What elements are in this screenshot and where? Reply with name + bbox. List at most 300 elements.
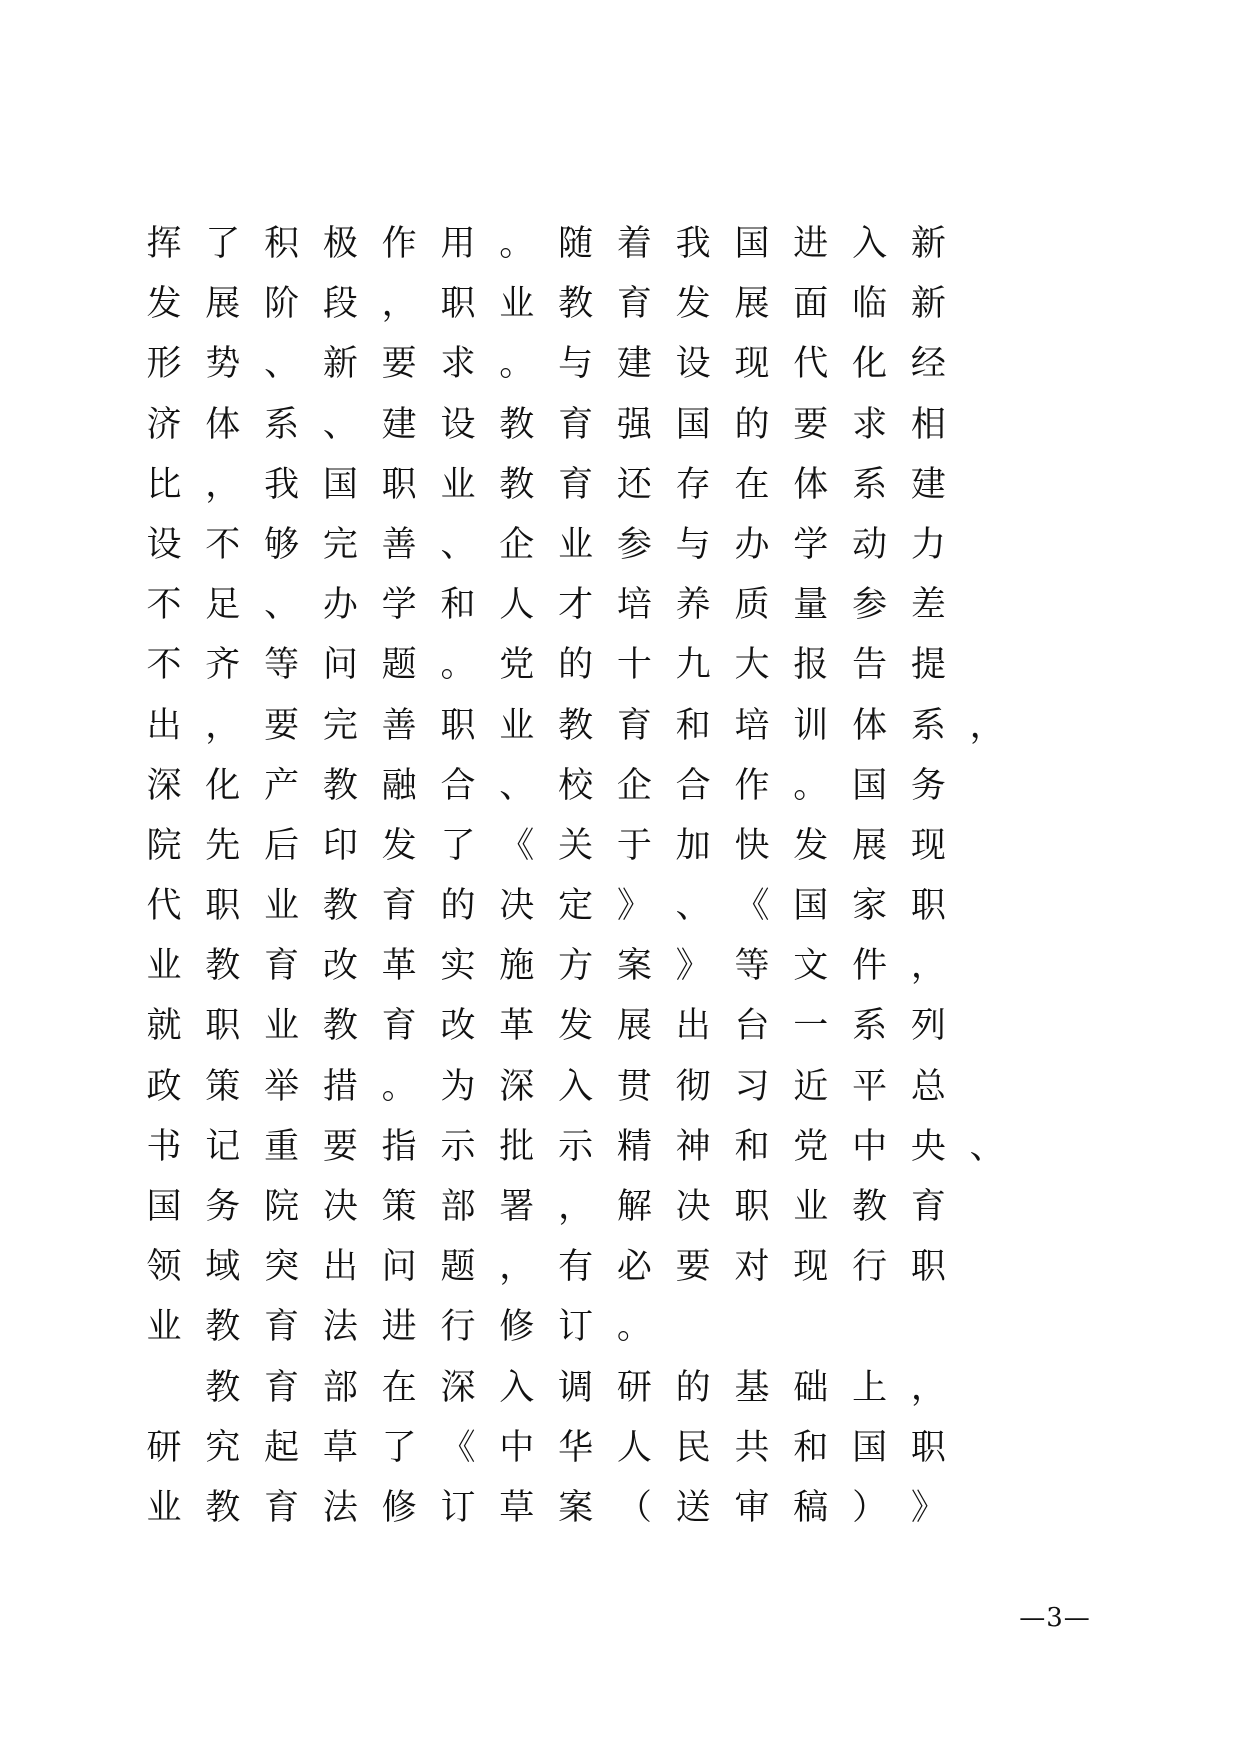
body-text [0,220,1240,1544]
text-glyph: 后 [264,825,300,866]
text-glyph: 入 [558,1066,594,1107]
text-glyph: 党 [499,645,535,686]
text-glyph: 国 [793,886,829,927]
text-glyph: 、 [322,404,358,445]
text-glyph: 进 [793,224,829,264]
text-glyph: 对 [734,1247,770,1288]
text-glyph: 业 [499,705,535,746]
text-glyph: 记 [205,1126,241,1167]
text-glyph: 、 [440,524,476,565]
text-glyph: 要 [793,404,829,445]
text-line [0,220,1240,280]
text-glyph: 上 [852,1367,888,1408]
text-glyph: 业 [793,1187,829,1227]
text-glyph: 系 [910,705,946,746]
text-glyph: 新 [322,344,358,385]
text-glyph: 要 [264,705,300,746]
text-glyph: 突 [264,1247,300,1288]
text-glyph: 解 [616,1187,652,1227]
text-glyph: ） [852,1487,888,1528]
text-glyph: 系 [852,464,888,505]
text-line [0,822,1240,882]
text-glyph: 方 [558,946,594,987]
text-glyph: 示 [440,1126,476,1167]
text-glyph: 教 [499,404,535,445]
text-glyph: 深 [440,1367,476,1408]
text-glyph: （ [616,1487,652,1528]
text-glyph: 代 [146,886,182,927]
text-glyph: 教 [558,705,594,746]
text-glyph: 育 [616,705,652,746]
text-glyph: 施 [499,946,535,987]
text-glyph: 着 [616,224,652,264]
text-glyph: 的 [440,886,476,927]
text-glyph: 与 [675,524,711,565]
text-glyph: 重 [264,1126,300,1167]
text-glyph: 职 [910,1427,946,1468]
text-glyph: 行 [440,1307,476,1348]
text-glyph: 决 [322,1187,358,1227]
text-glyph: 。 [440,645,476,686]
text-glyph: 存 [675,464,711,505]
text-glyph: 质 [734,585,770,626]
text-glyph: 进 [381,1307,417,1348]
text-glyph: 职 [440,284,476,325]
text-glyph: 培 [734,705,770,746]
text-glyph: 参 [616,524,652,565]
text-glyph: 作 [381,224,417,264]
text-glyph: 深 [146,765,182,806]
text-glyph: 不 [205,524,241,565]
text-glyph: 《 [734,886,770,927]
text-glyph: 民 [675,1427,711,1468]
text-glyph: 中 [852,1126,888,1167]
text-glyph: 设 [440,404,476,445]
text-glyph: 要 [675,1247,711,1288]
text-glyph: 、 [264,585,300,626]
text-glyph: 于 [616,825,652,866]
text-glyph: 审 [734,1487,770,1528]
text-glyph: 入 [852,224,888,264]
text-glyph: 大 [734,645,770,686]
text-glyph: 求 [852,404,888,445]
text-glyph: 实 [440,946,476,987]
text-glyph: 完 [322,524,358,565]
text-line [0,401,1240,461]
text-glyph: 人 [499,585,535,626]
text-glyph: 业 [558,524,594,565]
text-glyph: 比 [146,464,182,505]
text-glyph: 有 [558,1247,594,1288]
text-glyph: ， [205,705,241,746]
text-glyph: 了 [440,825,476,866]
text-glyph: 署 [499,1187,535,1227]
text-glyph: 华 [558,1427,594,1468]
text-glyph: 教 [205,1367,241,1408]
text-glyph: 建 [910,464,946,505]
text-glyph: 政 [146,1066,182,1107]
text-glyph: 一 [793,1006,829,1047]
text-glyph: 强 [616,404,652,445]
text-line [0,942,1240,1002]
text-glyph: 台 [734,1006,770,1047]
text-glyph: 力 [910,524,946,565]
text-glyph: 业 [440,464,476,505]
text-glyph: 了 [205,224,241,264]
text-glyph: 报 [793,645,829,686]
text-glyph: 人 [616,1427,652,1468]
text-glyph: 体 [793,464,829,505]
text-line [0,1123,1240,1183]
text-glyph: 研 [616,1367,652,1408]
text-glyph: 发 [558,1006,594,1047]
text-glyph: 化 [205,765,241,806]
text-line [0,280,1240,340]
text-glyph: 革 [499,1006,535,1047]
text-glyph: 在 [381,1367,417,1408]
text-glyph: 业 [499,284,535,325]
text-glyph: 调 [558,1367,594,1408]
text-glyph: 育 [616,284,652,325]
text-glyph: 法 [322,1307,358,1348]
text-glyph: 在 [734,464,770,505]
text-glyph: 关 [558,825,594,866]
text-glyph: 作 [734,765,770,806]
text-glyph: 教 [499,464,535,505]
text-glyph: 等 [264,645,300,686]
text-glyph: 教 [205,946,241,987]
text-glyph: 校 [558,765,594,806]
text-line [0,340,1240,400]
text-glyph: 才 [558,585,594,626]
text-glyph: 法 [322,1487,358,1528]
text-glyph: 学 [793,524,829,565]
text-glyph: 产 [264,765,300,806]
text-glyph: 完 [322,705,358,746]
text-glyph: 业 [264,1006,300,1047]
text-glyph: 职 [205,886,241,927]
text-glyph: 职 [381,464,417,505]
text-line [0,762,1240,822]
text-glyph: 深 [499,1066,535,1107]
text-glyph: 合 [675,765,711,806]
text-glyph: 。 [381,1066,417,1107]
text-glyph: 等 [734,946,770,987]
text-glyph: 部 [440,1187,476,1227]
text-glyph: 书 [146,1126,182,1167]
text-glyph: 题 [440,1247,476,1288]
text-glyph: 决 [675,1187,711,1227]
text-glyph: 神 [675,1126,711,1167]
text-glyph: ， [381,284,417,325]
text-glyph: 展 [616,1006,652,1047]
text-glyph: 》 [910,1487,946,1528]
text-glyph: 修 [499,1307,535,1348]
text-line [0,641,1240,701]
text-glyph: 了 [381,1427,417,1468]
text-glyph: 职 [205,1006,241,1047]
text-glyph: 育 [381,886,417,927]
text-glyph: 齐 [205,645,241,686]
text-glyph: 研 [146,1427,182,1468]
text-glyph: 》 [675,946,711,987]
text-glyph: 发 [675,284,711,325]
text-glyph: 教 [205,1487,241,1528]
text-glyph: 国 [852,765,888,806]
text-glyph: 院 [146,825,182,866]
text-glyph: ， [969,705,1005,746]
text-line [0,1303,1240,1363]
text-glyph: 职 [734,1187,770,1227]
text-glyph: 展 [205,284,241,325]
text-glyph: 现 [734,344,770,385]
text-glyph: 改 [322,946,358,987]
text-glyph: 随 [558,224,594,264]
text-glyph: 共 [734,1427,770,1468]
text-line [0,581,1240,641]
text-glyph: 参 [852,585,888,626]
text-glyph: 业 [264,886,300,927]
text-glyph: 企 [616,765,652,806]
text-glyph: 案 [616,946,652,987]
text-glyph: 院 [264,1187,300,1227]
text-glyph: 势 [205,344,241,385]
text-glyph: 。 [499,224,535,264]
text-glyph: 家 [852,886,888,927]
text-glyph: 要 [322,1126,358,1167]
text-glyph: 出 [146,705,182,746]
text-glyph: 国 [322,464,358,505]
text-glyph: 体 [205,404,241,445]
text-glyph: 建 [616,344,652,385]
text-glyph: 近 [793,1066,829,1107]
text-glyph: 改 [440,1006,476,1047]
text-glyph: 我 [675,224,711,264]
text-glyph: 建 [381,404,417,445]
text-glyph: 彻 [675,1066,711,1107]
text-glyph: 的 [734,404,770,445]
text-glyph: 挥 [146,224,182,264]
text-glyph: 新 [910,224,946,264]
text-glyph: 件 [852,946,888,987]
text-glyph: 育 [558,464,594,505]
text-line [0,1183,1240,1243]
text-glyph: 融 [381,765,417,806]
text-glyph: 育 [264,1307,300,1348]
text-glyph: 起 [264,1427,300,1468]
text-glyph: 九 [675,645,711,686]
text-glyph: 教 [322,886,358,927]
text-glyph: 系 [264,404,300,445]
text-glyph: 文 [793,946,829,987]
text-line [0,882,1240,942]
text-glyph: 差 [910,585,946,626]
text-glyph: 央 [910,1126,946,1167]
text-glyph: 修 [381,1487,417,1528]
page-number: —3— [1019,1603,1091,1633]
text-glyph: 合 [440,765,476,806]
text-glyph: 平 [852,1066,888,1107]
text-glyph: 题 [381,645,417,686]
text-glyph: ， [910,1367,946,1408]
text-glyph: 育 [264,1367,300,1408]
text-glyph: 相 [910,404,946,445]
text-glyph: 教 [558,284,594,325]
text-glyph: 国 [734,224,770,264]
text-glyph: 业 [146,1487,182,1528]
text-glyph: 为 [440,1066,476,1107]
text-glyph: ， [910,946,946,987]
text-glyph: 业 [146,1307,182,1348]
text-glyph: 善 [381,705,417,746]
text-glyph: 。 [499,344,535,385]
text-glyph: 用 [440,224,476,264]
text-glyph: 教 [322,765,358,806]
text-glyph: 育 [264,1487,300,1528]
text-glyph: 举 [264,1066,300,1107]
text-glyph: 十 [616,645,652,686]
text-glyph: 极 [322,224,358,264]
text-line [0,461,1240,521]
text-glyph: 定 [558,886,594,927]
text-glyph: 总 [910,1066,946,1107]
text-glyph: 量 [793,585,829,626]
text-glyph: 发 [381,825,417,866]
text-glyph: 指 [381,1126,417,1167]
text-glyph: 善 [381,524,417,565]
text-glyph: 《 [499,825,535,866]
text-glyph: 、 [969,1126,1005,1167]
text-glyph: 和 [440,585,476,626]
text-glyph: 与 [558,344,594,385]
text-glyph: 决 [499,886,535,927]
text-glyph: 策 [205,1066,241,1107]
text-glyph: 体 [852,705,888,746]
text-glyph: 业 [146,946,182,987]
text-glyph: 部 [322,1367,358,1408]
text-glyph: 草 [499,1487,535,1528]
text-glyph: 础 [793,1367,829,1408]
text-glyph: 出 [675,1006,711,1047]
text-glyph: 还 [616,464,652,505]
text-glyph: 不 [146,585,182,626]
text-glyph: 就 [146,1006,182,1047]
text-glyph: 措 [322,1066,358,1107]
text-glyph: 面 [793,284,829,325]
text-glyph: 精 [616,1126,652,1167]
text-glyph: 《 [440,1427,476,1468]
text-glyph: 职 [910,886,946,927]
text-glyph: 告 [852,645,888,686]
text-glyph: 展 [852,825,888,866]
text-glyph: 的 [558,645,594,686]
text-line [0,1364,1240,1424]
text-glyph: 必 [616,1247,652,1288]
text-glyph: 、 [264,344,300,385]
text-glyph: 教 [205,1307,241,1348]
text-glyph: 行 [852,1247,888,1288]
text-glyph: 和 [793,1427,829,1468]
text-glyph: 教 [852,1187,888,1227]
text-glyph: 、 [499,765,535,806]
text-glyph: 化 [852,344,888,385]
text-glyph: 养 [675,585,711,626]
text-line [0,1243,1240,1303]
text-line [0,521,1240,581]
text-glyph: 办 [322,585,358,626]
text-glyph: 国 [852,1427,888,1468]
text-glyph: 发 [793,825,829,866]
text-glyph: 阶 [264,284,300,325]
text-line [0,1484,1240,1544]
text-glyph: 我 [264,464,300,505]
text-glyph: ， [205,464,241,505]
text-glyph: 育 [264,946,300,987]
text-glyph: 革 [381,946,417,987]
text-glyph: 培 [616,585,652,626]
text-glyph: 党 [793,1126,829,1167]
text-glyph: 训 [793,705,829,746]
text-glyph: 企 [499,524,535,565]
text-glyph: 基 [734,1367,770,1408]
text-glyph: 动 [852,524,888,565]
text-glyph: 印 [322,825,358,866]
text-glyph: 贯 [616,1066,652,1107]
text-glyph: 出 [322,1247,358,1288]
text-glyph: 列 [910,1006,946,1047]
text-glyph: 发 [146,284,182,325]
text-glyph: 先 [205,825,241,866]
text-glyph: 系 [852,1006,888,1047]
text-glyph: ， [499,1247,535,1288]
text-line [0,702,1240,762]
text-glyph: 批 [499,1126,535,1167]
text-line [0,1002,1240,1062]
text-glyph: 代 [793,344,829,385]
text-glyph: 习 [734,1066,770,1107]
text-glyph: 稿 [793,1487,829,1528]
text-glyph: 求 [440,344,476,385]
text-glyph: 职 [910,1247,946,1288]
text-glyph: 临 [852,284,888,325]
text-glyph: 的 [675,1367,711,1408]
text-line [0,1063,1240,1123]
text-glyph: 域 [205,1247,241,1288]
text-glyph: 学 [381,585,417,626]
text-glyph: 和 [734,1126,770,1167]
text-glyph: 快 [734,825,770,866]
text-glyph: 教 [322,1006,358,1047]
text-glyph: ， [558,1187,594,1227]
text-glyph: 设 [675,344,711,385]
text-glyph: 提 [910,645,946,686]
text-glyph: 。 [616,1307,652,1348]
text-glyph: 现 [910,825,946,866]
text-glyph: 订 [558,1307,594,1348]
text-glyph: 展 [734,284,770,325]
text-glyph: 育 [558,404,594,445]
text-glyph: 究 [205,1427,241,1468]
text-glyph: 问 [381,1247,417,1288]
text-glyph: 设 [146,524,182,565]
text-glyph: 国 [675,404,711,445]
text-glyph: 够 [264,524,300,565]
text-glyph: 要 [381,344,417,385]
text-glyph: 办 [734,524,770,565]
text-glyph: 送 [675,1487,711,1528]
text-glyph: 不 [146,645,182,686]
text-glyph: 足 [205,585,241,626]
